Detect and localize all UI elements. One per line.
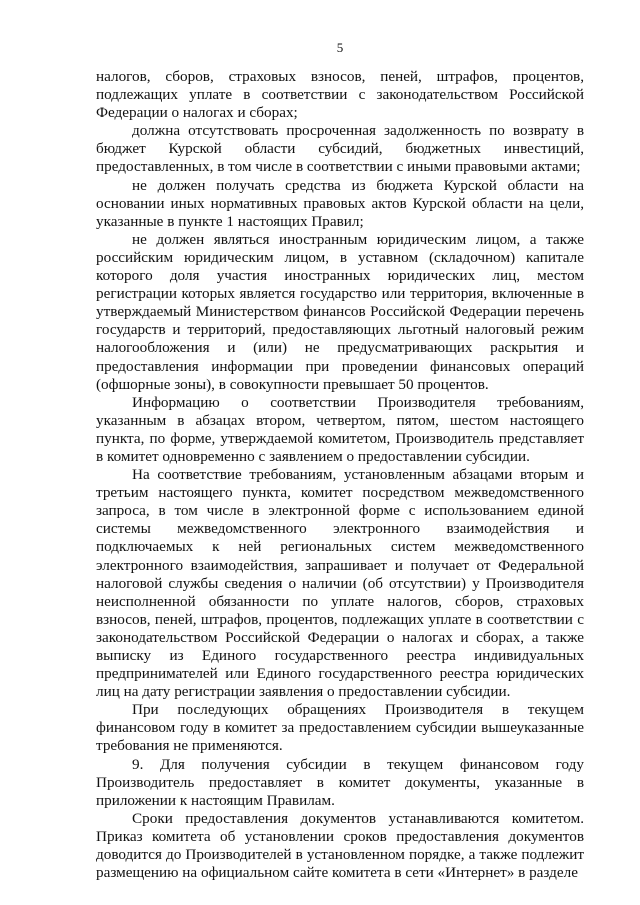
paragraph-8: 9. Для получения субсидии в текущем финансовом году Производитель предоставляет в комитет документы, указанные в приложении к настоящим Правилам. (96, 755, 584, 809)
paragraph-6: На соответствие требованиям, установленным абзацами вторым и третьим настоящего пункта, комитет посредством межведомственного запроса, в том числе в электронной форме с использованием единой системы межведомственного электронного взаимодействия и подключаемых к ней региональных систем межведомственного электронного взаимодействия, запрашивает и получает от Федеральной налоговой службы сведения о наличии (об отсутствии) у Производителя неисполненной обязанности по уплате налогов, сборов, страховых взносов, пеней, штрафов, процентов, подлежащих уплате в соответствии с законодательством Российской Федерации о налогах и сборах, а также выписку из Единого государственного реестра индивидуальных предпринимателей или Единого государственного реестра юридических лиц на дату регистрации заявления о предоставлении субсидии. (96, 466, 584, 701)
paragraph-1: налогов, сборов, страховых взносов, пеней, штрафов, процентов, подлежащих уплате в соответствии с законодательством Российской Федерации о налогах и сборах; (96, 68, 584, 122)
paragraph-2: должна отсутствовать просроченная задолженность по возврату в бюджет Курской области субсидий, бюджетных инвестиций, предоставленных, в том числе в соответствии с иными правовыми актами; (96, 122, 584, 176)
paragraph-4: не должен являться иностранным юридическим лицом, а также российским юридическим лицом, в уставном (складочном) капитале которого доля участия иностранных юридических лиц, местом регистрации которых является государство или территория, включенные в утверждаемый Министерством финансов Российской Федерации перечень государств и территорий, предоставляющих льготный налоговый режим налогообложения и (или) не предусматривающих раскрытия и предоставления информации при проведении финансовых операций (офшорные зоны), в совокупности превышает 50 процентов. (96, 230, 584, 393)
paragraph-3: не должен получать средства из бюджета Курской области на основании иных нормативных правовых актов Курской области на цели, указанные в пункте 1 настоящих Правил; (96, 176, 584, 230)
paragraph-7: При последующих обращениях Производителя в текущем финансовом году в комитет за предоставлением субсидии вышеуказанные требования не применяются. (96, 701, 584, 755)
paragraph-9: Сроки предоставления документов устанавливаются комитетом. Приказ комитета об установлении сроков предоставления документов доводится до Производителей в установленном порядке, а также подлежит размещению на официальном сайте комитета в сети «Интернет» в разделе (96, 809, 584, 882)
paragraph-5: Информацию о соответствии Производителя требованиям, указанным в абзацах втором, четвертом, пятом, шестом настоящего пункта, по форме, утверждаемой комитетом, Производитель представляет в комитет одновременно с заявлением о предоставлении субсидии. (96, 393, 584, 465)
page-number: 5 (336, 40, 344, 55)
document-body (96, 68, 584, 882)
